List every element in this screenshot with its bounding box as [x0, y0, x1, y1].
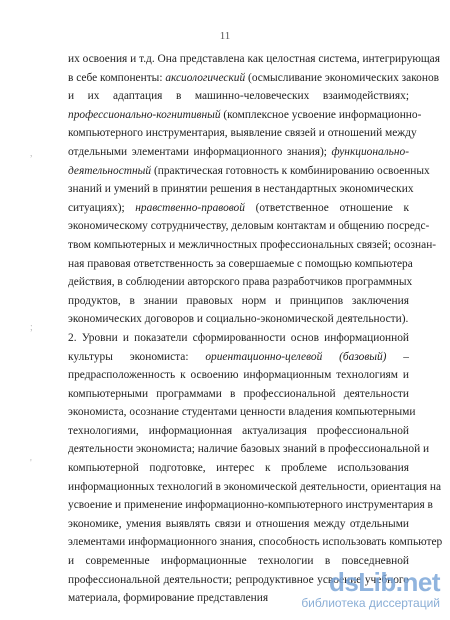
text-run: действия, в соблюдении авторского права разработчиков программных [68, 276, 413, 289]
text-run: знаний и умений в принятии решения в нестандартных экономических [68, 183, 414, 196]
text-run: (практическая готовность к комбинированию освоенных [151, 164, 430, 177]
text-run: ситуациях); [68, 201, 136, 214]
text-run: компьютерного инструментария, выявление связей и отношений между [68, 127, 417, 140]
text-run: продуктов, в знании правовых норм и принципов заключения [68, 294, 409, 307]
watermark-subtitle: библиотека диссертаций [301, 596, 440, 610]
text-line [68, 255, 413, 274]
text-line [68, 273, 413, 292]
text-line [68, 478, 442, 497]
italic-term: аксиологический [165, 71, 246, 84]
text-line [68, 403, 416, 422]
text-run: 2. Уровни и показатели сформированности основ информационной [68, 331, 409, 344]
text-line [68, 329, 409, 348]
text-run: отдельными элементами информационного знания); [68, 145, 332, 158]
text-run: экономическому сотрудничеству, деловым контактам и общению посредс- [68, 220, 430, 233]
text-run: профессиональной деятельности; репродуктивное усвоение учебного [68, 573, 409, 586]
text-line [68, 87, 409, 106]
text-run: – [386, 350, 409, 363]
text-run: их освоения и т.д. Она представлена как целостная система, интегрирующая [68, 53, 440, 65]
text-run: усвоение и применение информационно-компьютерного инструментария в [68, 499, 433, 512]
text-run: компьютерными программами в профессиональной деятельности [68, 387, 409, 400]
text-line [68, 366, 409, 385]
text-line [68, 106, 422, 125]
text-line [68, 533, 443, 552]
margin-mark: , [30, 148, 33, 159]
text-run: экономических договоров и социально-экономической деятельности). [68, 313, 409, 326]
text-line [68, 236, 437, 255]
text-run: информационных технологий в экономической деятельности, ориентация на [68, 480, 442, 493]
text-line [68, 515, 409, 534]
margin-mark: ; [30, 322, 33, 333]
text-run: и современные информационные технологии в повседневной [68, 555, 409, 568]
text-line [68, 310, 409, 329]
text-run: материала, формирование представления [68, 592, 269, 605]
text-run: компьютерной подготовке, интерес к проблеме использования [68, 462, 409, 475]
watermark[interactable] [275, 568, 440, 612]
page-number: 11 [219, 30, 231, 42]
text-run: культуры экономиста: [68, 350, 206, 363]
italic-term: профессионально-когнитивный [68, 108, 221, 121]
text-run: технологиями, информационная актуализация профессиональной [68, 424, 409, 437]
italic-term: деятельностный [68, 164, 152, 177]
watermark-logo: dsLib.net [328, 567, 440, 597]
italic-term: ориентационно-целевой (базовый) [205, 350, 387, 363]
text-run: (ответственное отношение к [244, 201, 409, 214]
text-line [68, 496, 433, 515]
text-run: элементами информационного знания, способность использовать компьютер [68, 536, 443, 549]
text-run: в себе компоненты: [68, 71, 166, 84]
italic-term: нравственно-правовой [135, 201, 245, 214]
text-line [68, 69, 440, 88]
text-run: (комплексное усвоение информационно- [220, 108, 422, 121]
text-line [68, 162, 430, 181]
text-line [68, 348, 409, 367]
text-line [68, 217, 430, 236]
body-text [68, 50, 443, 608]
text-line [68, 440, 430, 459]
text-line [68, 385, 409, 404]
italic-term: функционально- [331, 145, 409, 158]
text-run: (осмысливание экономических законов [245, 71, 440, 84]
margin-mark: ' [30, 458, 32, 469]
text-line [68, 143, 409, 162]
text-line [68, 292, 409, 311]
text-run: и их адаптация в машинно-человеческих взаимодействиях; [68, 90, 409, 103]
text-line [68, 199, 409, 218]
text-line [68, 50, 440, 69]
text-run: ная правовая ответственность за совершаемые с помощью компьютера [68, 257, 413, 270]
text-line [68, 422, 409, 441]
text-run: экономике, умения выявлять связи и отношения между отдельными [68, 517, 409, 530]
text-line [68, 459, 409, 478]
text-run: предрасположенность к освоению информационным технологиям и [68, 369, 409, 382]
text-run: деятельности экономиста; наличие базовых знаний в профессиональной и [68, 443, 430, 456]
text-run: экономиста, осознание студентами ценности владения компьютерными [68, 406, 416, 419]
text-run: твом компьютерных и межличностных профессиональных связей; осознан- [68, 238, 437, 251]
text-line [68, 180, 414, 199]
text-line [68, 124, 417, 143]
